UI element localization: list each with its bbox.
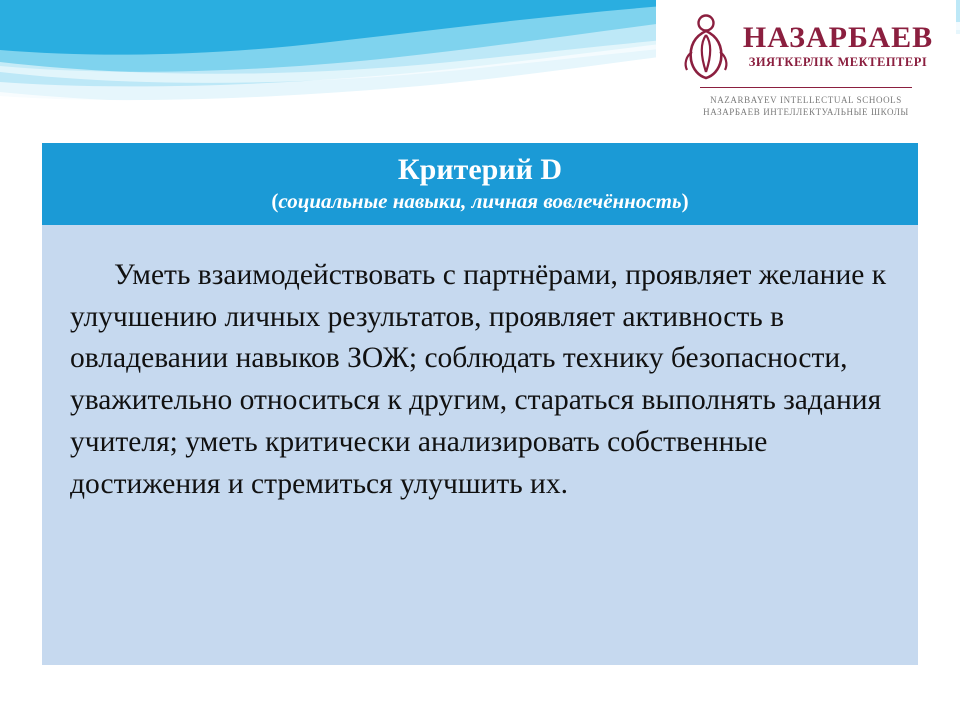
logo-line-ru: НАЗАРБАЕВ ИНТЕЛЛЕКТУАЛЬНЫЕ ШКОЛЫ xyxy=(703,107,909,117)
logo-name-kk: НАЗАРБАЕВ xyxy=(742,21,934,55)
logo-line-en: NAZARBAYEV INTELLECTUAL SCHOOLS xyxy=(710,95,902,105)
criterion-title: Критерий D xyxy=(397,153,563,186)
subtitle-close-paren: ) xyxy=(681,188,689,213)
logo-wordmark xyxy=(743,23,933,69)
subtitle-text: социальные навыки, личная вовлечённость xyxy=(278,188,682,213)
subtitle-open-paren: ( xyxy=(271,188,279,213)
logo-subname-kk: ЗИЯТКЕРЛІК МЕКТЕПТЕРІ xyxy=(748,55,928,70)
school-logo xyxy=(656,0,956,140)
criterion-card-header xyxy=(42,143,918,225)
logo-row xyxy=(679,12,933,80)
tulip-emblem-icon xyxy=(679,12,733,80)
criterion-card xyxy=(42,143,918,665)
criterion-description: Уметь взаимодействовать с партнёрами, проявляет желание к улучшению личных результатов, проявляет активность в овладевании навыков ЗОЖ; соблюдать технику безопасности, уважительно относиться к другим, стараться выполнять задания учителя; уметь критически анализировать собственные достижения и стремиться улучшить их. xyxy=(70,258,887,501)
logo-divider xyxy=(700,87,912,88)
criterion-card-body xyxy=(42,225,918,665)
criterion-subtitle xyxy=(54,189,906,213)
